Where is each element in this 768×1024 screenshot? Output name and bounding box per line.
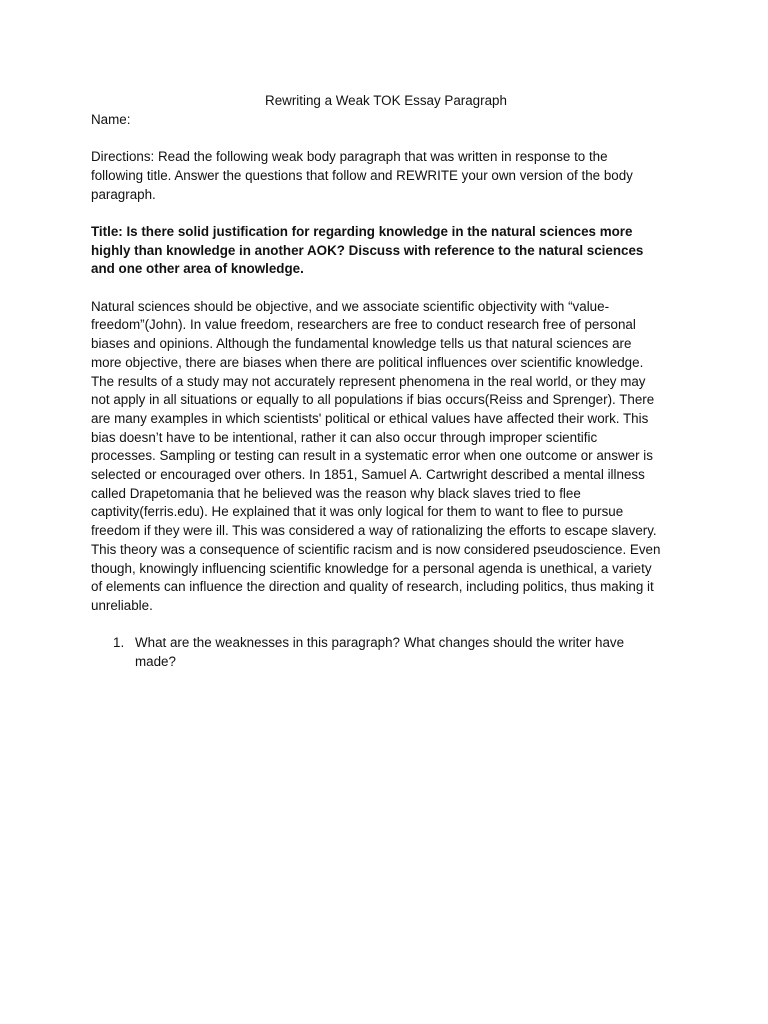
essay-title-line: Title: Is there solid justification for regarding knowledge in the natural sciences more bbox=[91, 223, 633, 239]
body-line: are many examples in which scientists' political or ethical values have affected their work. This bbox=[91, 410, 649, 426]
questions-list bbox=[91, 634, 681, 671]
body-paragraph bbox=[91, 298, 681, 616]
spacer bbox=[91, 616, 681, 635]
body-line: selected or encouraged over others. In 1851, Samuel A. Cartwright described a mental illness bbox=[91, 467, 645, 483]
question-item bbox=[91, 634, 681, 671]
body-line: not apply in all situations or equally to all populations if bias occurs(Reiss and Sprenger). There bbox=[91, 392, 655, 408]
spacer bbox=[91, 204, 681, 223]
body-line: biases and opinions. Although the fundamental knowledge tells us that natural sciences are bbox=[91, 336, 632, 352]
essay-title-paragraph bbox=[91, 223, 681, 279]
spacer bbox=[91, 279, 681, 298]
body-line: of elements can influence the direction and quality of research, including politics, thus making it bbox=[91, 579, 654, 595]
essay-title-line: and one other area of knowledge. bbox=[91, 261, 304, 277]
directions-line: Directions: Read the following weak body paragraph that was written in response to the bbox=[91, 149, 608, 165]
directions-paragraph bbox=[91, 148, 681, 204]
body-line: This theory was a consequence of scientific racism and is now considered pseudoscience. Even bbox=[91, 541, 661, 557]
body-line: called Drapetomania that he believed was the reason why black slaves tried to flee bbox=[91, 485, 581, 501]
essay-title-line: highly than knowledge in another AOK? Discuss with reference to the natural sciences bbox=[91, 242, 644, 258]
body-line: though, knowingly influencing scientific knowledge for a personal agenda is unethical, a variety bbox=[91, 560, 652, 576]
question-number: 1. bbox=[113, 635, 125, 651]
spacer bbox=[91, 129, 681, 148]
body-line: processes. Sampling or testing can result in a systematic error when one outcome or answer is bbox=[91, 448, 653, 464]
document-title: Rewriting a Weak TOK Essay Paragraph bbox=[265, 93, 507, 108]
directions-line: paragraph. bbox=[91, 186, 156, 202]
body-line: bias doesn’t have to be intentional, rather it can also occur through improper scientific bbox=[91, 429, 598, 445]
directions-line: following title. Answer the questions that follow and REWRITE your own version of the body bbox=[91, 167, 633, 183]
body-line: Natural sciences should be objective, and we associate scientific objectivity with “value- bbox=[91, 298, 610, 314]
body-line: captivity(ferris.edu). He explained that it was only logical for them to want to flee to pursue bbox=[91, 504, 624, 520]
document-content bbox=[91, 92, 681, 672]
body-line: more objective, there are biases when there are political influences over scientific knowledge. bbox=[91, 354, 644, 370]
question-line: made? bbox=[135, 654, 176, 670]
body-line: freedom if they were ill. This was considered a way of rationalizing the efforts to escape slavery. bbox=[91, 523, 657, 539]
question-line: What are the weaknesses in this paragraph? What changes should the writer have bbox=[135, 635, 625, 651]
body-line: freedom”(John). In value freedom, researchers are free to conduct research free of personal bbox=[91, 317, 636, 333]
name-label: Name: bbox=[91, 111, 131, 127]
body-line: unreliable. bbox=[91, 597, 153, 613]
body-line: The results of a study may not accurately represent phenomena in the real world, or they may bbox=[91, 373, 646, 389]
